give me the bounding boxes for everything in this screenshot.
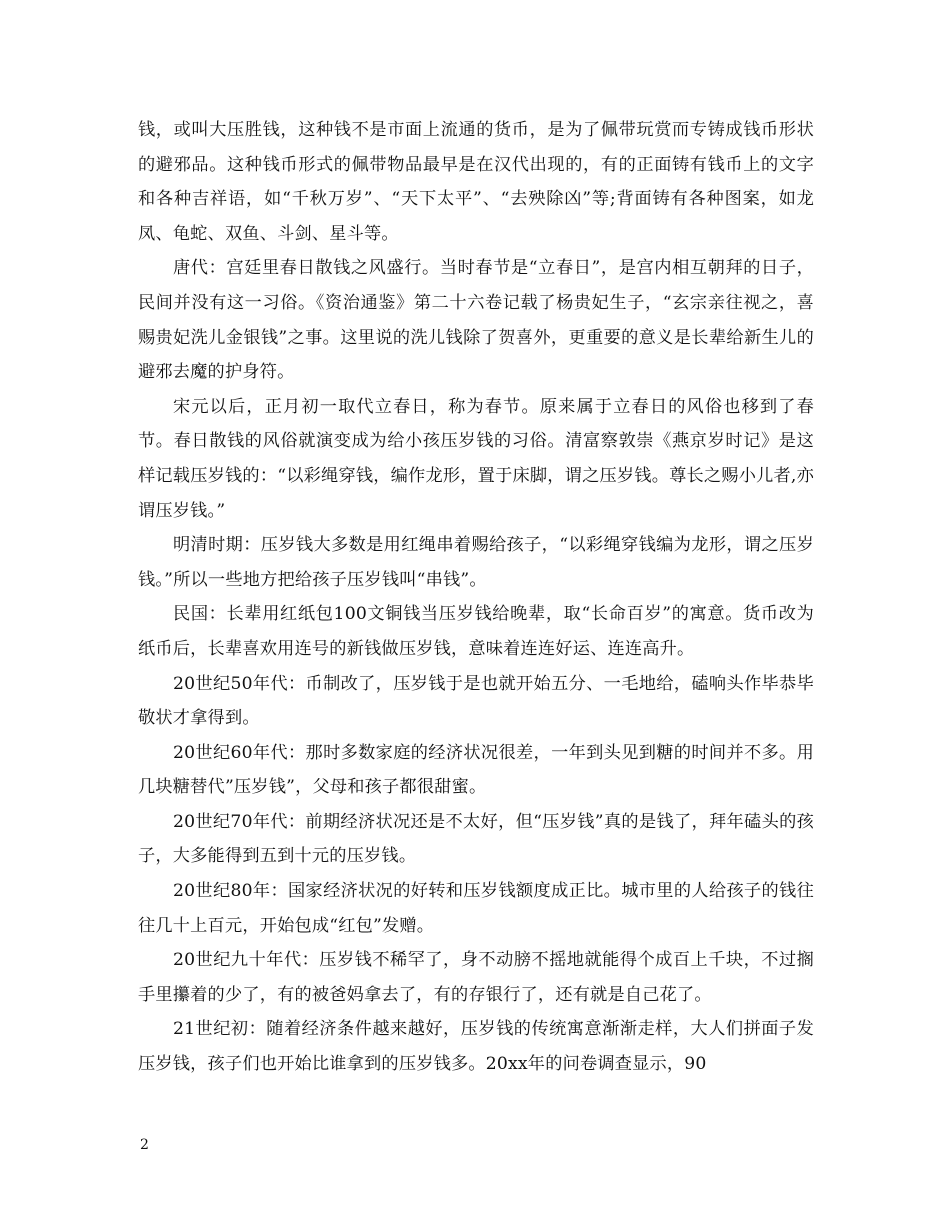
- paragraph-song-yuan: 宋元以后，正月初一取代立春日，称为春节。原来属于立春日的风俗也移到了春节。春日散钱的风俗就演变成为给小孩压岁钱的习俗。清富察敦崇《燕京岁时记》是这样记载压岁钱的：“以彩绳穿钱，编作龙形，置于床脚，谓之压岁钱。尊长之赐小儿者,亦谓压岁钱。”: [138, 396, 814, 521]
- paragraph-1960s: 20世纪60年代：那时多数家庭的经济状况很差，一年到头见到糖的时间并不多。用几块糖替代”压岁钱”，父母和孩子都很甜蜜。: [138, 742, 814, 798]
- body-text: [138, 113, 814, 1082]
- paragraph-republic-era: 民国：长辈用红纸包100文铜钱当压岁钱给晚辈，取“长命百岁”的寓意。货币改为纸币后，长辈喜欢用连号的新钱做压岁钱，意味着连连好运、连连高升。: [138, 604, 814, 659]
- paragraph-lucky-coins: 钱，或叫大压胜钱，这种钱不是市面上流通的货币，是为了佩带玩赏而专铸成钱币形状的避邪品。这种钱币形式的佩带物品最早是在汉代出现的，有的正面铸有钱币上的文字和各种吉祥语，如“千秋万岁”、“天下太平”、“去殃除凶”等;背面铸有各种图案，如龙凤、龟蛇、双鱼、斗剑、星斗等。: [138, 120, 814, 244]
- paragraph-1990s: 20世纪九十年代：压岁钱不稀罕了，身不动膀不摇地就能得个成百上千块，不过搁手里攥着的少了，有的被爸妈拿去了，有的存银行了，还有就是自己花了。: [138, 950, 814, 1005]
- page-number: 2: [140, 1137, 149, 1153]
- paragraph-ming-qing: 明清时期：压岁钱大多数是用红绳串着赐给孩子，“以彩绳穿钱编为龙形，谓之压岁钱。”所以一些地方把给孩子压岁钱叫“串钱”。: [138, 535, 814, 590]
- paragraph-tang-dynasty: 唐代：宫廷里春日散钱之风盛行。当时春节是“立春日”，是宫内相互朝拜的日子，民间并没有这一习俗。《资治通鉴》第二十六卷记载了杨贵妃生子，“玄宗亲往视之，喜赐贵妃洗儿金银钱”之事。这里说的洗儿钱除了贺喜外，更重要的意义是长辈给新生儿的避邪去魔的护身符。: [138, 258, 814, 383]
- paragraph-1970s: 20世纪70年代：前期经济状况还是不太好，但“压岁钱”真的是钱了，拜年磕头的孩子，大多能得到五到十元的压岁钱。: [138, 811, 814, 867]
- paragraph-21st-century: 21世纪初：随着经济条件越来越好，压岁钱的传统寓意渐渐走样，大人们拼面子发压岁钱，孩子们也开始比谁拿到的压岁钱多。20xx年的问卷调查显示，90: [138, 1019, 814, 1075]
- paragraph-1980s: 20世纪80年：国家经济状况的好转和压岁钱额度成正比。城市里的人给孩子的钱往往几十上百元，开始包成“红包”发赠。: [138, 881, 814, 936]
- paragraph-1950s: 20世纪50年代：币制改了，压岁钱于是也就开始五分、一毛地给，磕响头作毕恭毕敬状才拿得到。: [138, 673, 814, 729]
